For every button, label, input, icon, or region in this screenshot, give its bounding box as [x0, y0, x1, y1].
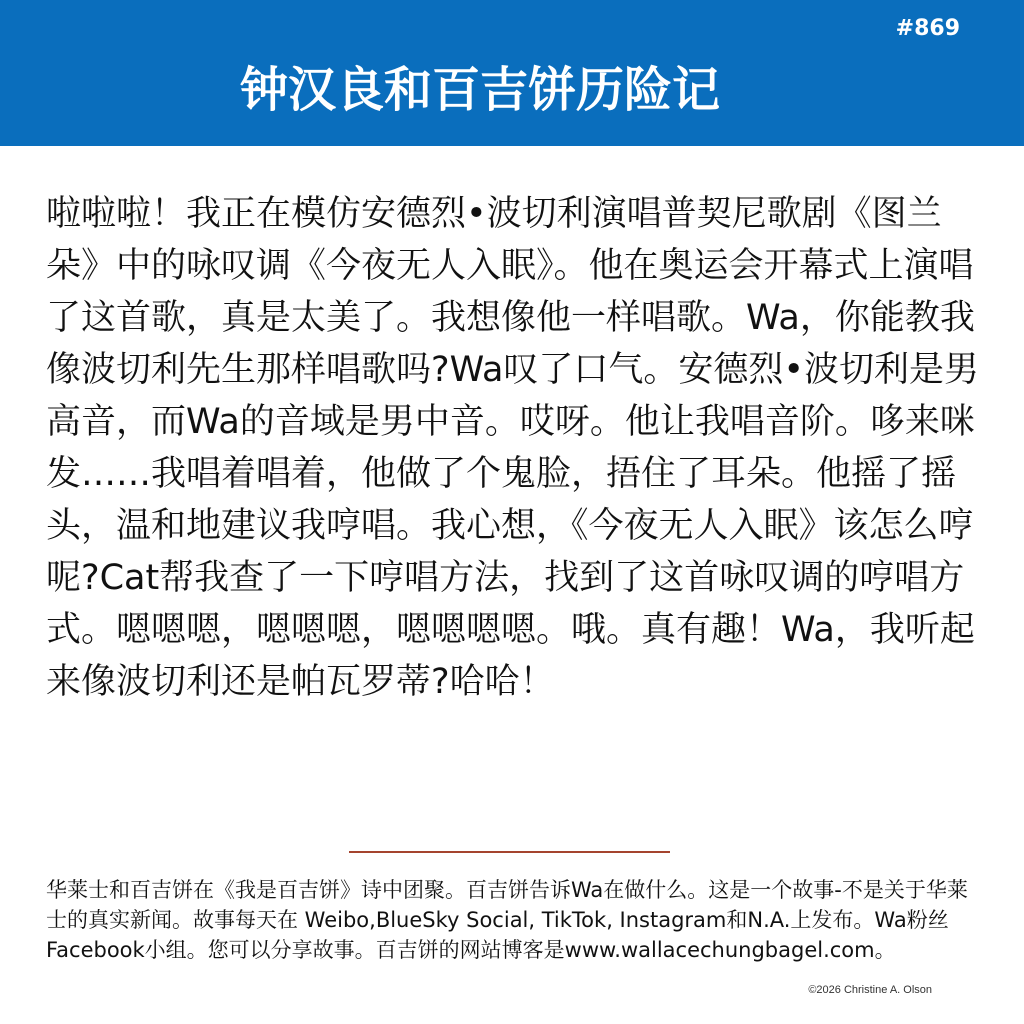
footer-note: 华莱士和百吉饼在《我是百吉饼》诗中团聚。百吉饼告诉Wa在做什么。这是一个故事-不是关于华莱士的真实新闻。故事每天在 Weibo,BlueSky Social, TikTok, Instagram和N.A.上发布。Wa粉丝Facebook小组。您可以分享故事。百吉饼的网站博客是www.wallacechungbagel.com。: [46, 878, 968, 962]
copyright: ©2026 Christine A. Olson: [808, 984, 932, 996]
page-title: 钟汉良和百吉饼历险记: [239, 62, 720, 118]
issue-number: #869: [895, 16, 960, 41]
story-text: 啦啦啦！我正在模仿安德烈•波切利演唱普契尼歌剧《图兰朵》中的咏叹调《今夜无人入眠》。他在奥运会开幕式上演唱了这首歌，真是太美了。我想像他一样唱歌。Wa，你能教我像波切利先生那样唱歌吗?Wa叹了口气。安德烈•波切利是男高音，而Wa的音域是男中音。哎呀。他让我唱音阶。哆来咪发……我唱着唱着，他做了个鬼脸，捂住了耳朵。他摇了摇头，温和地建议我哼唱。我心想，《今夜无人入眠》该怎么哼呢?Cat帮我查了一下哼唱方法，找到了这首咏叹调的哼唱方式。嗯嗯嗯，嗯嗯嗯，嗯嗯嗯嗯。哦。真有趣！Wa，我听起来像波切利还是帕瓦罗蒂?哈哈！: [46, 194, 980, 702]
header-banner: [0, 0, 1024, 146]
divider: [349, 851, 670, 853]
